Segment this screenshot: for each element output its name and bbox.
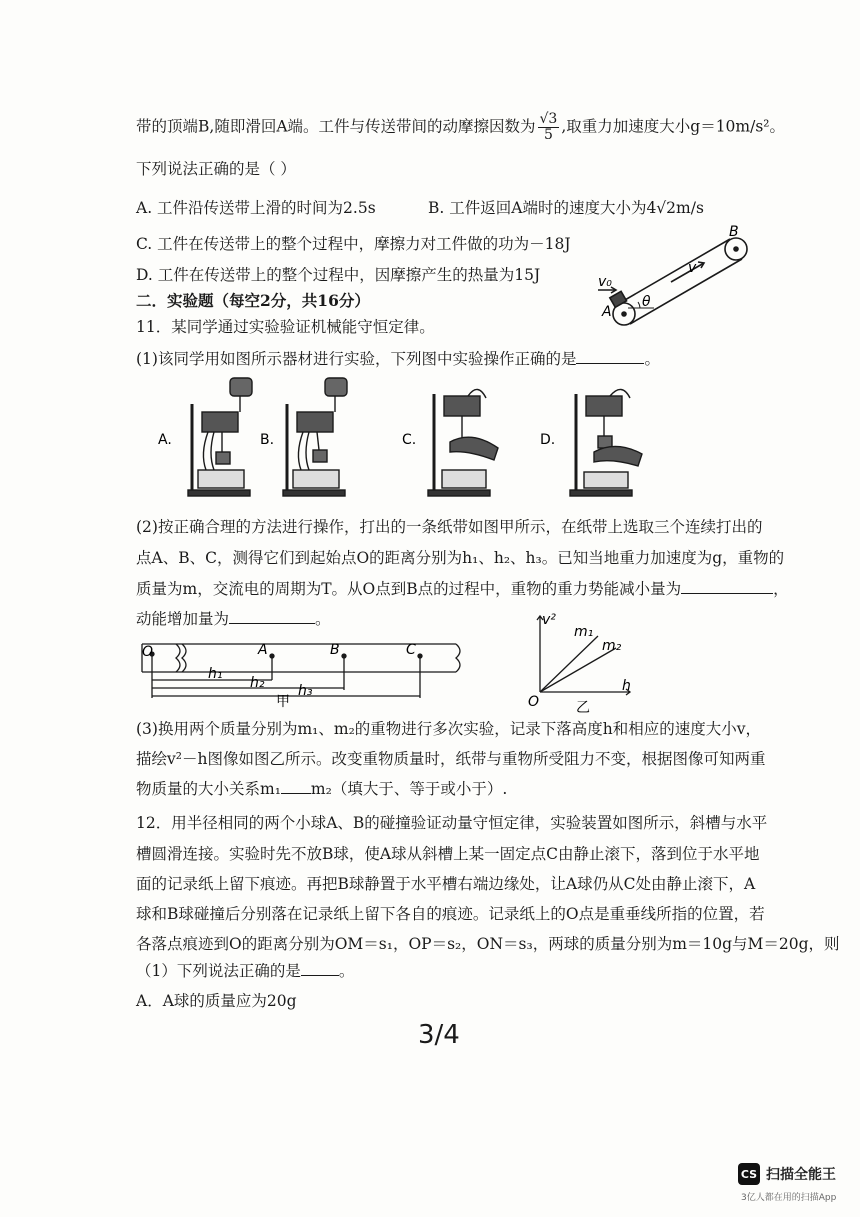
q11-part1 (136, 348, 660, 370)
label-v0: v₀ (598, 274, 612, 290)
tape-caption: 甲 (276, 694, 290, 710)
watermark-tagline: 3亿人都在用的扫描App (741, 1193, 837, 1203)
q12-part1 (136, 960, 354, 982)
graph-ylabel: v² (542, 612, 556, 628)
mu-denominator: 5 (543, 127, 553, 143)
q12-line2: 槽圆滑连接。实验时先不放B球，使A球从斜槽上某一固定点C由静止滚下，落到位于水平地 (136, 845, 760, 863)
conveyor-belt-figure (596, 222, 766, 337)
label-b: B (729, 224, 739, 240)
apparatus-d (570, 389, 642, 496)
tape-h3: h₃ (298, 683, 313, 699)
answer-blank-3[interactable] (229, 609, 315, 624)
q10-line1 (136, 112, 785, 143)
q11-part3-line3-a: 物质量的大小关系m₁ (136, 780, 281, 798)
tape-o: O (142, 644, 154, 660)
apparatus-label-a: A. (158, 432, 172, 448)
q11-part3-line3-b: m₂（填大于、等于或小于）. (310, 780, 508, 798)
label-theta: θ (642, 294, 651, 310)
answer-blank-1[interactable] (576, 349, 644, 364)
scanner-watermark (738, 1163, 836, 1185)
q11-stem: 11．某同学通过实验验证机械能守恒定律。 (136, 318, 435, 336)
apparatus-label-c: C. (402, 432, 417, 448)
q11-part3-line2: 描绘v²－h图像如图乙所示。改变重物质量时，纸带与重物所受阻力不变，根据图像可知两重 (136, 750, 766, 768)
q12-option-a: A．A球的质量应为20g (136, 992, 297, 1010)
tape-a: A (258, 642, 268, 658)
q10-option-a: A. 工件沿传送带上滑的时间为2.5s (136, 199, 376, 217)
tape-c: C (406, 642, 416, 658)
q11-part2-line4 (136, 608, 331, 630)
answer-blank-5[interactable] (301, 961, 339, 976)
q12-line4: 球和B球碰撞后分别落在记录纸上留下各自的痕迹。记录纸上的O点是重垂线所指的位置，若 (136, 905, 765, 923)
q10-text-b: ,取重力加速度大小g＝10m/s²。 (561, 117, 786, 136)
q11-part2-line3-text: 质量为m，交流电的周期为T。从O点到B点的过程中，重物的重力势能减小量为 (136, 580, 682, 598)
q11-part2-line4-end: 。 (315, 610, 331, 628)
page-number: 3/4 (418, 1020, 460, 1050)
label-v: v (688, 260, 697, 276)
cs-logo-icon: CS (738, 1163, 760, 1185)
graph-caption: 乙 (576, 700, 590, 716)
apparatus-figures (150, 374, 770, 502)
label-a: A (602, 304, 612, 320)
q11-part2-line2: 点A、B、C，测得它们到起始点O的距离分别为h₁、h₂、h₃。已知当地重力加速度为g，重物的 (136, 549, 785, 567)
q11-part2-line4-text: 动能增加量为 (136, 610, 230, 628)
section-title: 二．实验题（每空2分，共16分） (136, 291, 370, 310)
q11-part2-line1: (2)按正确合理的方法进行操作，打出的一条纸带如图甲所示，在纸带上选取三个连续打出的 (136, 518, 763, 536)
q12-line3: 面的记录纸上留下痕迹。再把B球静置于水平槽右端边缘处，让A球仍从C处由静止滚下，A (136, 875, 756, 893)
q11-part1-end: 。 (644, 350, 660, 368)
q11-part2-line3-end: ， (773, 580, 789, 598)
graph-origin: O (528, 694, 540, 710)
q10-option-c: C. 工件在传送带上的整个过程中，摩擦力对工件做的功为－18J (136, 235, 571, 253)
q11-part3-line3 (136, 778, 507, 800)
q11-part3-line1: (3)换用两个质量分别为m₁、m₂的重物进行多次实验，记录下落高度h和相应的速度大小v， (136, 720, 762, 738)
tape-h2: h₂ (250, 675, 265, 691)
apparatus-b (283, 378, 347, 496)
q12-line5: 各落点痕迹到O的距离分别为OM＝s₁，OP＝s₂，ON＝s₃，两球的质量分别为m＝10g与M＝20g，则 (136, 935, 840, 953)
graph-m1: m₁ (574, 624, 594, 640)
mu-numerator: √3 (539, 111, 558, 127)
q11-part2-line3 (136, 578, 789, 600)
apparatus-label-d: D. (540, 432, 556, 448)
q11-part1-text: (1)该同学用如图所示器材进行实验，下列图中实验操作正确的是 (136, 350, 577, 368)
v2-h-graph (526, 612, 636, 714)
paper-tape-figure (138, 636, 468, 710)
tape-h1: h₁ (208, 666, 223, 682)
mu-fraction (538, 112, 560, 143)
apparatus-c (428, 389, 498, 496)
q10-prompt: 下列说法正确的是（ ） (136, 160, 296, 178)
watermark-name: 扫描全能王 (766, 1167, 836, 1183)
tape-b: B (330, 642, 340, 658)
graph-m2: m₂ (602, 638, 622, 654)
q12-part1-text: （1）下列说法正确的是 (136, 962, 301, 980)
graph-xlabel: h (622, 678, 631, 694)
q12-line1: 12．用半径相同的两个小球A、B的碰撞验证动量守恒定律，实验装置如图所示，斜槽与水平 (136, 814, 768, 832)
answer-blank-4[interactable] (281, 779, 311, 794)
apparatus-label-b: B. (260, 432, 275, 448)
q10-option-d: D. 工件在传送带上的整个过程中，因摩擦产生的热量为15J (136, 266, 541, 284)
q12-part1-end: 。 (338, 962, 355, 980)
apparatus-a (188, 378, 252, 496)
q10-text-a: 带的顶端B,随即滑回A端。工件与传送带间的动摩擦因数为 (136, 117, 536, 136)
answer-blank-2[interactable] (681, 579, 773, 594)
q10-option-b: B. 工件返回A端时的速度大小为4√2m/s (428, 199, 704, 217)
